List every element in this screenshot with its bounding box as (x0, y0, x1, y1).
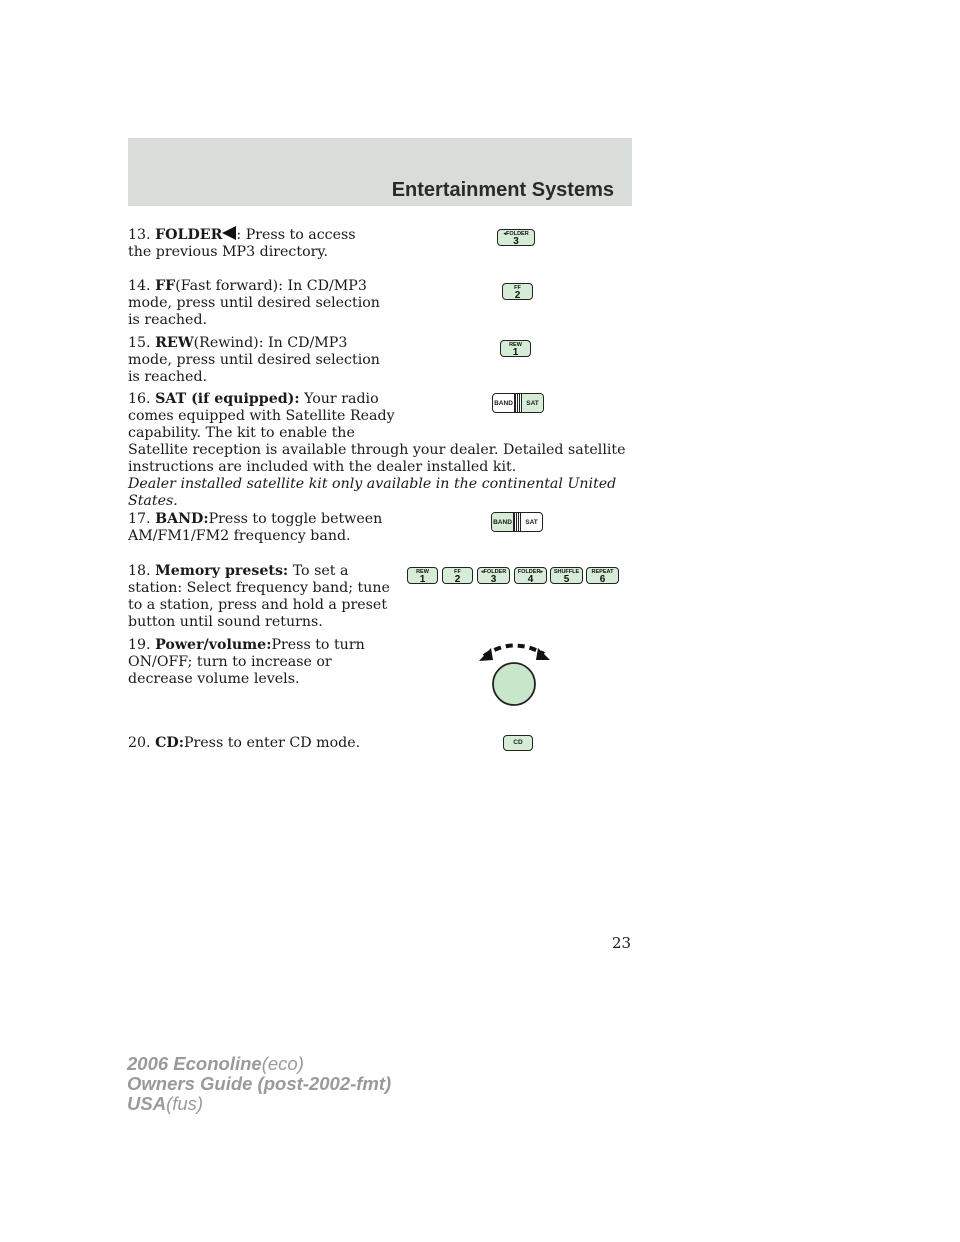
preset-5-button[interactable]: SHUFFLE 5 (550, 567, 583, 584)
folder-3-button[interactable]: ◂FOLDER 3 (497, 229, 535, 246)
folder-back-triangle-icon (222, 226, 236, 240)
entry-band: 17. BAND:Press to toggle between AM/FM1/FM2 frequency band. (128, 511, 383, 544)
page-number: 23 (612, 934, 632, 952)
sat-half[interactable]: SAT (522, 394, 543, 412)
entry-memory-presets: 18. Memory presets: To set a station: Select frequency band; tune to a station, press and hold a preset button until sound returns. (128, 563, 390, 630)
volume-knob-rotate-icon (476, 636, 556, 716)
sat-half[interactable]: SAT (525, 518, 538, 526)
band-half[interactable]: BAND (494, 399, 513, 407)
rew-1-button[interactable]: REW 1 (500, 340, 531, 357)
entry-term: SAT (if equipped): (155, 391, 300, 407)
entry-power-volume: 19. Power/volume:Press to turn ON/OFF; turn to increase or decrease volume levels. (128, 637, 365, 687)
preset-1-button[interactable]: REW 1 (407, 567, 438, 584)
entry-folder: 13. FOLDER : Press to access the previous MP3 directory. (128, 227, 356, 260)
footer-document-id: 2006 Econoline(eco) Owners Guide (post-2002-fmt) USA(fus) (127, 1053, 392, 1114)
section-title: Entertainment Systems (391, 179, 614, 201)
entry-rew: 15. REW(Rewind): In CD/MP3 mode, press until desired selection is reached. (128, 335, 380, 385)
entry-term: CD: (155, 735, 184, 751)
entry-term: Memory presets: (155, 563, 289, 579)
preset-2-button[interactable]: FF 2 (442, 567, 473, 584)
entry-cd: 20. CD:Press to enter CD mode. (128, 735, 361, 751)
preset-6-button[interactable]: REPEAT 6 (586, 567, 619, 584)
band-sat-button-band-lit[interactable] (491, 512, 543, 532)
power-volume-knob[interactable] (476, 636, 556, 716)
band-sat-button-sat-lit[interactable] (492, 393, 544, 413)
rocker-divider (513, 513, 521, 531)
entry-term: FOLDER (155, 227, 223, 243)
entry-term: FF (155, 278, 176, 294)
band-half[interactable]: BAND (492, 513, 513, 531)
entry-sat: 16. SAT (if equipped): Your radio comes equipped with Satellite Ready capability. The kit to enable the Satellite reception is available through your dealer. Detailed satellite instructions are included with the dealer installed kit. Dealer installed satellite kit only available in the continental United States. (128, 391, 626, 509)
preset-4-button[interactable]: FOLDER▸ 4 (514, 567, 547, 584)
entry-term: Power/volume: (155, 637, 272, 653)
ff-2-button[interactable]: FF 2 (502, 283, 533, 300)
section-header-band (128, 138, 632, 206)
rocker-divider (514, 394, 522, 412)
cd-button[interactable]: CD (503, 735, 533, 751)
entry-ff: 14. FF(Fast forward): In CD/MP3 mode, press until desired selection is reached. (128, 278, 380, 328)
entry-term: BAND: (155, 511, 209, 527)
preset-3-button[interactable]: ◂FOLDER 3 (477, 567, 510, 584)
entry-term: REW (155, 335, 194, 351)
